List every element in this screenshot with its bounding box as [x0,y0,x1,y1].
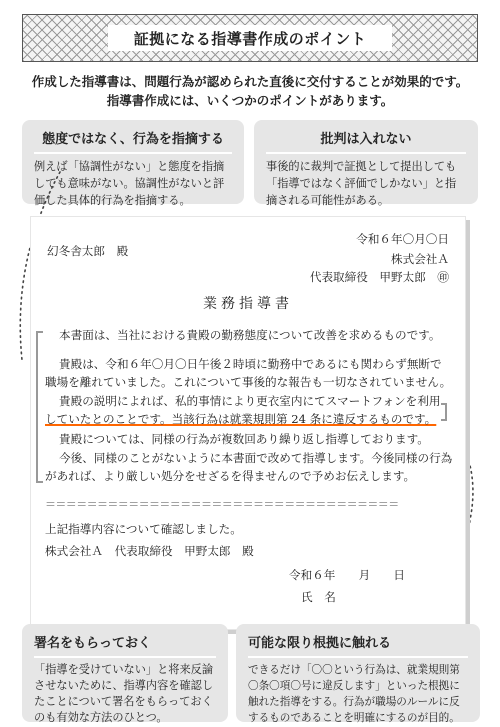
tip-line: しても意味がない。協調性がないと評 [34,177,225,190]
tip-body [248,662,468,726]
doc-body-line: があれば、より厳しい処分をせざるを得ませんので予めお伝えします。 [45,469,416,483]
intro-line-2: 指導書作成には、いくつかのポイントがあります。 [106,93,394,108]
tip-line: 〇条〇項〇号に違反します」といった根拠に [248,680,460,692]
doc-title: 業務指導書 [203,296,293,312]
doc-separator: ＝＝＝＝＝＝＝＝＝＝＝＝＝＝＝＝＝＝＝＝＝＝＝＝＝＝＝＝＝＝＝＝＝＝ [45,498,399,511]
tip-line: 「指導を受けていない」と将来反論 [34,663,214,676]
tip-line: させないために、指導内容を確認し [34,679,214,692]
tip-line: たことについて署名をもらっておく [34,695,213,708]
divider [266,152,466,154]
tip-body [266,158,466,209]
divider [34,152,232,154]
guidance-document [30,216,466,630]
doc-body-line: 職場を離れていました。これについて事後的な報告も一切なされていません。 [45,375,452,389]
tip-title: 態度ではなく、行為を指摘する [42,132,224,147]
tip-body [34,662,216,726]
bracket-left [36,331,43,483]
divider [248,656,468,658]
tip-no-criticism [254,120,478,207]
doc-body-line: 本書面は、当社における貴殿の勤務態度について改善を求めるものです。 [59,328,441,342]
tip-line: するものであることを明確にするのが目的。 [248,712,460,724]
doc-body-line: 今後、同様のことがないように本書面で改めて指導します。今後同様の行為 [59,451,453,465]
divider [34,656,216,658]
intro-line-1: 作成した指導書は、問題行為が認められた直後に交付することが効果的です。 [31,74,469,89]
tip-line: 例えば「協調性がない」と態度を指摘 [34,160,225,173]
tip-line: 摘される可能性がある。 [266,194,390,207]
doc-confirm: 上記指導内容について確認しました。 [45,522,242,536]
tip-line: 事後的に裁判で証拠として提出しても [266,160,457,173]
tip-title: 批判は入れない [320,132,412,147]
tip-line: のも有効な方法のひとつ。 [34,711,168,724]
tip-line: 「指導ではなく評価でしかない」と指 [266,177,457,190]
tip-line: 価した具体的行為を指摘する。 [34,194,191,207]
doc-confirm-to: 株式会社Ａ 代表取締役 甲野太郎 殿 [45,544,254,558]
tip-body [34,158,232,209]
tip-behavior [22,120,244,207]
doc-body-line: 貴殿は、令和６年〇月〇日午後２時頃に勤務中であるにも関わらず無断で [59,357,442,371]
doc-body-line-highlight: していたとのことです。当該行為は就業規則第 24 条に違反するものです。 [45,412,437,426]
doc-sender: 代表取締役 甲野太郎 ㊞ [309,270,449,284]
tip-line: 触れた指導をする。行為が職場のルールに反 [248,696,460,708]
doc-sign-date: 令和６年 月 日 [289,568,405,582]
doc-company: 株式会社Ａ [391,252,449,266]
doc-body-line: 貴殿については、同様の行為が複数回あり繰り返し指導しております。 [59,432,429,446]
tip-signature [22,624,228,722]
doc-body-line: 貴殿の説明によれば、私的事情により更衣室内にてスマートフォンを利用 [59,394,441,408]
tip-line: できるだけ「〇〇という行為は、就業規則第 [248,664,460,676]
doc-recipient: 幻冬舎太郎 殿 [47,244,129,258]
tip-grounds [236,624,480,722]
doc-date: 令和６年〇月〇日 [356,232,449,246]
doc-sign-name: 氏 名 [301,590,336,604]
bracket-right [441,403,447,421]
tip-title: 署名をもらっておく [34,636,152,651]
tip-title: 可能な限り根拠に触れる [248,636,392,651]
page-title: 証拠になる指導書作成のポイント [108,25,392,51]
